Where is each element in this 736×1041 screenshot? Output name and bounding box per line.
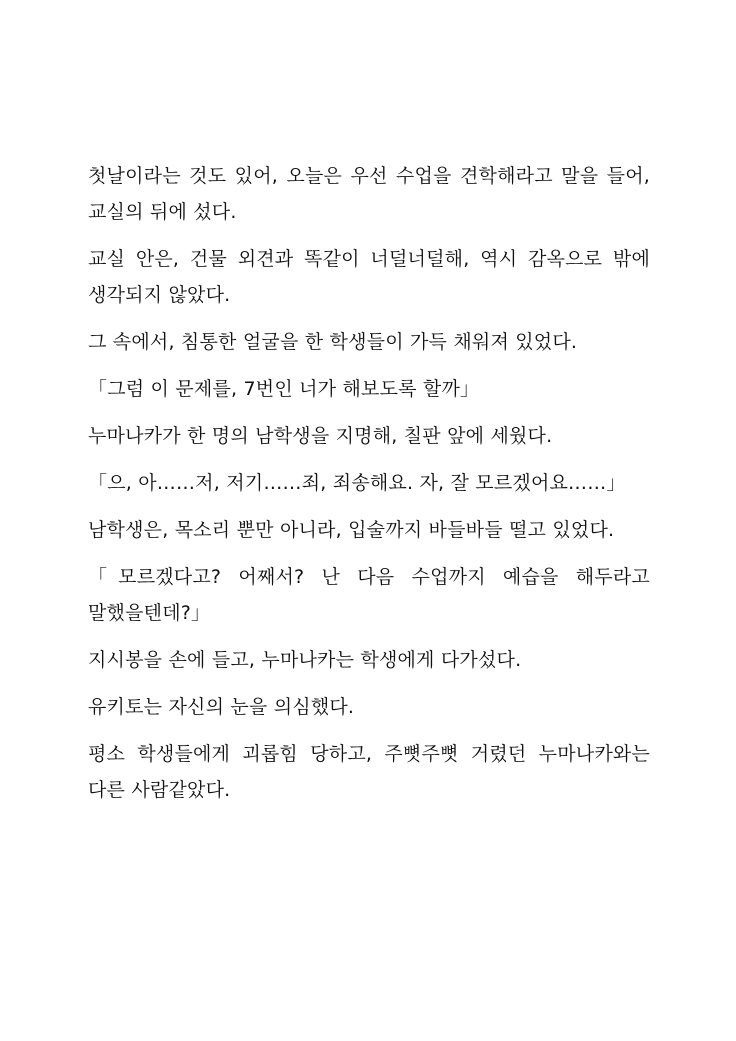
paragraph: 첫날이라는 것도 있어, 오늘은 우선 수업을 견학해라고 말을 들어, 교실의 뒤에 섰다. — [88, 165, 650, 223]
paragraph: 교실 안은, 건물 외견과 똑같이 너덜너덜해, 역시 감옥으로 밖에 생각되지 않았다. — [88, 248, 650, 306]
paragraph: 평소 학생들에게 괴롭힘 당하고, 주뼛주뼛 거렸던 누마나카와는 다른 사람같았다. — [88, 743, 650, 801]
paragraph: 누마나카가 한 명의 남학생을 지명해, 칠판 앞에 세웠다. — [88, 425, 553, 447]
document-body — [88, 158, 650, 819]
paragraph: 남학생은, 목소리 뿐만 아니라, 입술까지 바들바들 떨고 있었다. — [88, 519, 615, 541]
paragraph: 유키토는 자신의 눈을 의심했다. — [88, 696, 355, 718]
paragraph: 그 속에서, 침통한 얼굴을 한 학생들이 가득 채워져 있었다. — [88, 331, 578, 353]
dialogue-paragraph: 「모르겠다고? 어째서? 난 다음 수업까지 예습을 해두라고 말했을텐데?」 — [88, 566, 650, 624]
dialogue-paragraph: 「그럼 이 문제를, 7번인 너가 해보도록 할까」 — [88, 378, 480, 400]
dialogue-paragraph: 「으, 아……저, 저기……죄, 죄송해요. 자, 잘 모르겠어요……」 — [88, 472, 626, 494]
paragraph: 지시봉을 손에 들고, 누마나카는 학생에게 다가섰다. — [88, 649, 522, 671]
